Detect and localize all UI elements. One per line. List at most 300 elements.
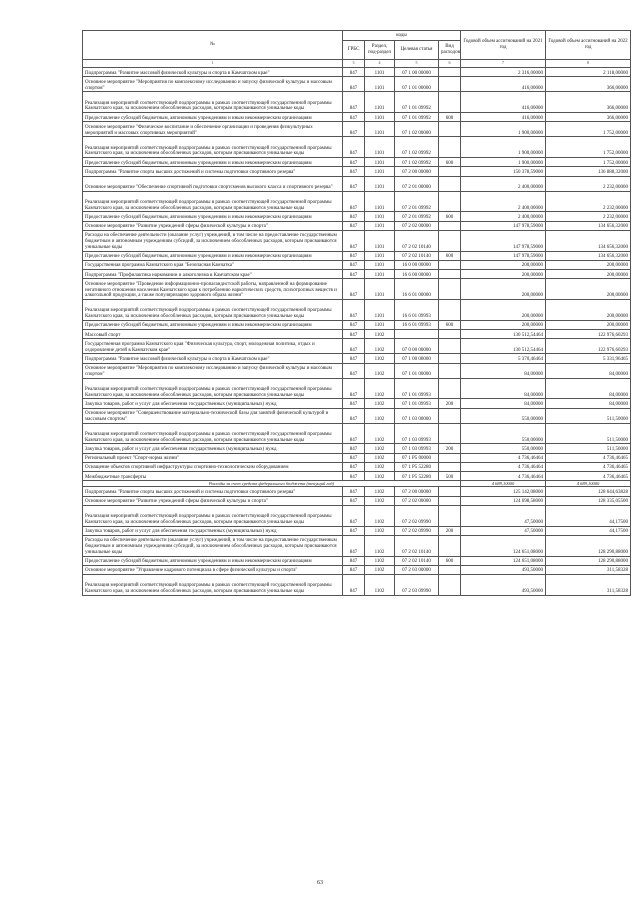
section-code: 1101 (365, 221, 395, 230)
amount-2021: 147 978,59000 (461, 221, 546, 230)
section-code: 1102 (365, 472, 395, 481)
amount-2022: 200,00000 (546, 320, 631, 329)
target-article-code: 07 2 00 00000 (395, 167, 439, 176)
grbs-code: 847 (343, 92, 365, 113)
amount-2022: 84,00000 (546, 363, 631, 378)
grbs-code: 847 (343, 137, 365, 158)
section-code: 1102 (365, 339, 395, 354)
table-row (83, 113, 631, 122)
grbs-code: 847 (343, 260, 365, 269)
amount-2022: 84,00000 (546, 378, 631, 399)
section-code: 1101 (365, 68, 395, 77)
table-row (83, 556, 631, 565)
page-number: 63 (317, 880, 323, 886)
table-row (83, 92, 631, 113)
expense-type-code (439, 408, 461, 423)
table-row (83, 330, 631, 339)
grbs-code: 847 (343, 408, 365, 423)
target-article-code: 07 1 02 00000 (395, 122, 439, 137)
target-article-code: 16 0 00 00000 (395, 260, 439, 269)
table-row (83, 462, 631, 471)
target-article-code: 07 2 00 00000 (395, 487, 439, 496)
table-row (83, 487, 631, 496)
amount-2022: 122 976,60293 (546, 339, 631, 354)
section-code: 1101 (365, 77, 395, 92)
row-name: Расходы на обеспечение деятельности (оказание услуг) учреждений, в том числе на предоставление государственным бюджетным и автономным учреждениям субсидий, за исключением обособленных расходов, которым присваиваются уникальные коды (83, 535, 343, 556)
grbs-code: 847 (343, 472, 365, 481)
row-name: Подпрограмма "Развитие массовой физической культуры и спорта в Камчатском крае" (83, 68, 343, 77)
table-body (83, 68, 631, 596)
target-article-code: 07 1 01 00000 (395, 363, 439, 378)
grbs-code: 847 (343, 496, 365, 505)
target-article-code: 07 2 01 09992 (395, 191, 439, 212)
section-code: 1102 (365, 535, 395, 556)
table-header (83, 31, 631, 68)
column-index: 7 (461, 60, 546, 68)
amount-2021: 4 736,46464 (461, 462, 546, 471)
row-name: Реализация мероприятий соответствующей подпрограммы в рамках соответствующей государственной программы Камчатского края, за исключением обособленных расходов, которым присваиваются уникальные коды (83, 378, 343, 399)
table-row (83, 408, 631, 423)
amount-2021: 47,50000 (461, 505, 546, 526)
amount-2022: 311,58328 (546, 565, 631, 574)
amount-2022: 311,58328 (546, 575, 631, 596)
header-grbs: ГРБС (343, 41, 365, 60)
amount-2021: 550,00000 (461, 423, 546, 444)
table-row (83, 270, 631, 279)
expense-type-code (439, 423, 461, 444)
amount-2021: 200,00000 (461, 320, 546, 329)
amount-2021: 2 316,00000 (461, 68, 546, 77)
row-name: Основное мероприятие "Обеспечение спортивной подготовки спортсменов высокого класса и спортивного резерва" (83, 176, 343, 191)
amount-2021: 130 512,54464 (461, 330, 546, 339)
amount-2021: 125 142,08000 (461, 487, 546, 496)
expense-type-code: 600 (439, 113, 461, 122)
section-code: 1101 (365, 300, 395, 321)
expense-type-code (439, 496, 461, 505)
amount-2021: 2 400,00000 (461, 176, 546, 191)
grbs-code: 847 (343, 251, 365, 260)
header-expense-type: Вид расходов (439, 41, 461, 60)
grbs-code: 847 (343, 575, 365, 596)
amount-2021: 124 651,08000 (461, 556, 546, 565)
expense-type-code (439, 354, 461, 363)
amount-2022: 5 331,96465 (546, 354, 631, 363)
section-code: 1102 (365, 556, 395, 565)
target-article-code: 07 1 01 09992 (395, 113, 439, 122)
row-name: Расходы на обеспечение деятельности (оказание услуг) учреждений, в том числе на предоставление государственным бюджетным и автономным учреждениям субсидий, за исключением обособленных расходов, которым присваиваются уникальные коды (83, 230, 343, 251)
table-row (83, 260, 631, 269)
table-row (83, 444, 631, 453)
amount-2022: 44,17500 (546, 526, 631, 535)
amount-2021: 4 736,46464 (461, 453, 546, 462)
amount-2022: 84,00000 (546, 399, 631, 408)
target-article-code: 07 2 02 10140 (395, 556, 439, 565)
table-row (83, 230, 631, 251)
target-article-code: 07 2 01 00000 (395, 176, 439, 191)
table-row (83, 221, 631, 230)
section-code: 1101 (365, 230, 395, 251)
section-code: 1102 (365, 526, 395, 535)
amount-2022: 122 976,60293 (546, 330, 631, 339)
expense-type-code (439, 279, 461, 300)
row-name: Региональный проект "Спорт-норма жизни" (83, 453, 343, 462)
row-name: Предоставление субсидий бюджетным, автономным учреждениям и иным некоммерческим организациям (83, 251, 343, 260)
amount-2021: 124 651,08000 (461, 535, 546, 556)
amount-2022: 511,50000 (546, 408, 631, 423)
grbs-code: 847 (343, 270, 365, 279)
target-article-code: 07 1 02 09992 (395, 137, 439, 158)
amount-2021: 4 736,46464 (461, 472, 546, 481)
row-name: Подпрограмма "Развитие спорта высших достижений и системы подготовки спортивного резерва" (83, 167, 343, 176)
row-name: Закупка товаров, работ и услуг для обеспечения государственных (муниципальных) нужд (83, 399, 343, 408)
row-name: Реализация мероприятий соответствующей подпрограммы в рамках соответствующей государственной программы Камчатского края, за исключением обособленных расходов, которым присваиваются уникальные коды (83, 191, 343, 212)
section-code: 1101 (365, 92, 395, 113)
target-article-code: 07 1 00 00000 (395, 68, 439, 77)
table-row (83, 378, 631, 399)
grbs-code: 847 (343, 122, 365, 137)
amount-2021: 200,00000 (461, 300, 546, 321)
column-index: 5 (395, 60, 439, 68)
row-name: Реализация мероприятий соответствующей подпрограммы в рамках соответствующей государственной программы Камчатского края, за исключением обособленных расходов, которым присваиваются уникальные коды (83, 137, 343, 158)
header-sum-2022: Годовой объем ассигнований на 2022 год (546, 31, 631, 60)
target-article-code: 07 1 03 00000 (395, 408, 439, 423)
expense-type-code (439, 462, 461, 471)
amount-2021: 2 400,00000 (461, 212, 546, 221)
amount-2021: 1 900,00000 (461, 158, 546, 167)
budget-table (82, 30, 631, 596)
expense-type-code (439, 122, 461, 137)
target-article-code: 07 1 01 09993 (395, 378, 439, 399)
row-name: Оснащение объектов спортивной инфраструктуры спортивно-технологическим оборудованием (83, 462, 343, 471)
table-row (83, 339, 631, 354)
grbs-code: 847 (343, 279, 365, 300)
amount-2021: 47,50000 (461, 526, 546, 535)
grbs-code: 847 (343, 191, 365, 212)
table-row (83, 158, 631, 167)
amount-2022: 2 232,00000 (546, 212, 631, 221)
column-index: 4 (365, 60, 395, 68)
row-name: Государственная программа Камчатского края "Безопасная Камчатка" (83, 260, 343, 269)
section-code: 1102 (365, 330, 395, 339)
section-code: 1102 (365, 354, 395, 363)
amount-2021: 200,00000 (461, 270, 546, 279)
amount-2022: 134 656,32000 (546, 221, 631, 230)
amount-2021: 416,00000 (461, 113, 546, 122)
row-name: Основное мероприятие "Совершенствование материально-технической базы для занятий физической культурой и массовым спортом" (83, 408, 343, 423)
table-row (83, 77, 631, 92)
amount-2022: 2 232,00000 (546, 176, 631, 191)
expense-type-code (439, 191, 461, 212)
amount-2021: 150 378,59000 (461, 167, 546, 176)
amount-2021: 130 512,54464 (461, 339, 546, 354)
target-article-code: 07 1 00 00000 (395, 354, 439, 363)
amount-2022: 200,00000 (546, 300, 631, 321)
amount-2022: 134 656,32000 (546, 251, 631, 260)
target-article-code: 07 1 P5 52280 (395, 462, 439, 471)
amount-2022: 1 752,00000 (546, 137, 631, 158)
row-name: Предоставление субсидий бюджетным, автономным учреждениям и иным некоммерческим организациям (83, 158, 343, 167)
amount-2022: 128 290,88000 (546, 535, 631, 556)
grbs-code: 847 (343, 535, 365, 556)
amount-2022: 200,00000 (546, 279, 631, 300)
section-code: 1102 (365, 363, 395, 378)
expense-type-code (439, 505, 461, 526)
amount-2021: 147 978,59000 (461, 230, 546, 251)
row-name: Основное мероприятие "Проведение информационно-пропагандистской работы, направленной на формирование негативного отношения населения Камчатского края к потреблению наркотических средств, психотропных веществ и алкогольной продукции, а также популяризацию здорового образа жизни" (83, 279, 343, 300)
expense-type-code (439, 167, 461, 176)
amount-2022: 128 644,63828 (546, 487, 631, 496)
grbs-code: 847 (343, 113, 365, 122)
table-row (83, 167, 631, 176)
target-article-code: 07 2 03 09990 (395, 575, 439, 596)
section-code: 1102 (365, 444, 395, 453)
header-section: Раздел, под-раздел (365, 41, 395, 60)
amount-2021: 124 698,58000 (461, 496, 546, 505)
expense-type-code (439, 300, 461, 321)
row-name: Подпрограмма "Развитие спорта высших достижений и системы подготовки спортивного резерва" (83, 487, 343, 496)
section-code: 1102 (365, 575, 395, 596)
amount-2022: 44,17500 (546, 505, 631, 526)
target-article-code: 07 2 02 10140 (395, 535, 439, 556)
target-article-code: 07 1 01 09993 (395, 399, 439, 408)
header-sum-2021: Годовой объем ассигнований на 2021 год (461, 31, 546, 60)
table-row (83, 423, 631, 444)
amount-2021: 493,50000 (461, 575, 546, 596)
table-row (83, 68, 631, 77)
target-article-code: 07 2 02 00000 (395, 221, 439, 230)
expense-type-code (439, 270, 461, 279)
row-name: Основное мероприятие "Развитие учреждений сферы физической культуры и спорта" (83, 221, 343, 230)
amount-2022: 4 736,46465 (546, 462, 631, 471)
table-row (83, 137, 631, 158)
expense-type-code (439, 363, 461, 378)
row-name: Подпрограмма "Профилактика наркомании и алкоголизма в Камчатском крае" (83, 270, 343, 279)
target-article-code: 07 1 01 09992 (395, 92, 439, 113)
grbs-code: 847 (343, 363, 365, 378)
row-name: Подпрограмма "Развитие массовой физической культуры и спорта в Камчатском крае" (83, 354, 343, 363)
section-code: 1101 (365, 212, 395, 221)
amount-2021: 493,50000 (461, 565, 546, 574)
target-article-code: 07 2 02 00000 (395, 496, 439, 505)
amount-2022: 1 752,00000 (546, 122, 631, 137)
amount-2022: 366,00000 (546, 113, 631, 122)
table-row (83, 176, 631, 191)
expense-type-code (439, 330, 461, 339)
row-name: Закупка товаров, работ и услуг для обеспечения государственных (муниципальных) нужд (83, 444, 343, 453)
amount-2022: 4 689,10000 (546, 481, 631, 487)
target-article-code: 07 2 01 09992 (395, 212, 439, 221)
expense-type-code: 600 (439, 320, 461, 329)
grbs-code: 847 (343, 320, 365, 329)
expense-type-code (439, 260, 461, 269)
section-code: 1102 (365, 505, 395, 526)
grbs-code: 847 (343, 556, 365, 565)
amount-2022: 366,00000 (546, 77, 631, 92)
expense-type-code (439, 378, 461, 399)
expense-type-code: 200 (439, 444, 461, 453)
target-article-code: 07 0 00 00000 (395, 339, 439, 354)
grbs-code: 847 (343, 378, 365, 399)
section-code: 1102 (365, 453, 395, 462)
header-target-article: Целевая статья (395, 41, 439, 60)
target-article-code: 07 2 02 09990 (395, 505, 439, 526)
table-row (83, 279, 631, 300)
row-name: Предоставление субсидий бюджетным, автономным учреждениям и иным некоммерческим организациям (83, 556, 343, 565)
table-row (83, 505, 631, 526)
expense-type-code (439, 68, 461, 77)
target-article-code: 07 1 02 09992 (395, 158, 439, 167)
header-number: № (83, 31, 343, 60)
amount-2022: 200,00000 (546, 270, 631, 279)
expense-type-code (439, 453, 461, 462)
row-name: Основное мероприятие "Развитие учреждений сферы физической культуры и спорта" (83, 496, 343, 505)
section-code: 1102 (365, 462, 395, 471)
target-article-code: 07 1 P5 52280 (395, 472, 439, 481)
target-article-code: 16 6 01 09993 (395, 300, 439, 321)
target-article-code: 07 2 02 10140 (395, 251, 439, 260)
section-code: 1101 (365, 191, 395, 212)
target-article-code: 07 2 03 00000 (395, 565, 439, 574)
expense-type-code (439, 487, 461, 496)
grbs-code: 847 (343, 423, 365, 444)
row-name: Основное мероприятие "Управление кадрового потенциала в сфере физической культуры и спорта" (83, 565, 343, 574)
target-article-code: 16 6 01 00000 (395, 279, 439, 300)
row-name: Основное мероприятие "Мероприятия по комплексному исследованию и запуску физической культуры и массовым спортом" (83, 363, 343, 378)
section-code: 1102 (365, 423, 395, 444)
row-name: Реализация мероприятий соответствующей подпрограммы в рамках соответствующей государственной программы Камчатского края, за исключением обособленных расходов, которым присваиваются уникальные коды (83, 300, 343, 321)
expense-type-code: 600 (439, 212, 461, 221)
expense-type-code (439, 339, 461, 354)
row-name: Реализация мероприятий соответствующей подпрограммы в рамках соответствующей государственной программы Камчатского края, за исключением обособленных расходов, которым присваиваются уникальные коды (83, 505, 343, 526)
grbs-code: 847 (343, 399, 365, 408)
grbs-code: 847 (343, 212, 365, 221)
amount-2022: 4 736,46465 (546, 453, 631, 462)
row-name: Межбюджетные трансферты (83, 472, 343, 481)
grbs-code: 847 (343, 565, 365, 574)
grbs-code: 847 (343, 68, 365, 77)
expense-type-code: 200 (439, 399, 461, 408)
section-code: 1101 (365, 158, 395, 167)
table-row (83, 472, 631, 481)
grbs-code: 847 (343, 453, 365, 462)
row-name: Реализация мероприятий соответствующей подпрограммы в рамках соответствующей государственной программы Камчатского края, за исключением обособленных расходов, которым присваиваются уникальные коды (83, 575, 343, 596)
grbs-code: 847 (343, 176, 365, 191)
section-code: 1102 (365, 487, 395, 496)
expense-type-code (439, 221, 461, 230)
amount-2021: 416,00000 (461, 92, 546, 113)
target-article-code: 07 1 01 00000 (395, 77, 439, 92)
section-code: 1101 (365, 113, 395, 122)
amount-2022: 2 232,00000 (546, 191, 631, 212)
table-row (83, 320, 631, 329)
expense-type-code (439, 535, 461, 556)
column-index: 1 (83, 60, 343, 68)
header-codes: коды (343, 31, 461, 41)
amount-2022: 1 752,00000 (546, 158, 631, 167)
section-code: 1102 (365, 378, 395, 399)
row-name: Основное мероприятие "Мероприятия по комплексному исследованию и запуску физической культуры и массовым спортом" (83, 77, 343, 92)
row-name: Закупка товаров, работ и услуг для обеспечения государственных (муниципальных) нужд (83, 526, 343, 535)
amount-2021: 200,00000 (461, 260, 546, 269)
section-code: 1101 (365, 122, 395, 137)
amount-2021: 1 900,00000 (461, 137, 546, 158)
grbs-code: 847 (343, 526, 365, 535)
table-row (83, 575, 631, 596)
table-row (83, 453, 631, 462)
expense-type-code (439, 575, 461, 596)
amount-2022: 200,00000 (546, 260, 631, 269)
target-article-code: 07 1 03 09993 (395, 423, 439, 444)
section-code: 1101 (365, 260, 395, 269)
table-row (83, 535, 631, 556)
section-code: 1101 (365, 176, 395, 191)
table-row (83, 191, 631, 212)
table-row (83, 526, 631, 535)
amount-2021: 550,00000 (461, 408, 546, 423)
amount-2022: 366,00000 (546, 92, 631, 113)
table-row (83, 251, 631, 260)
row-name: Массовый спорт (83, 330, 343, 339)
section-code: 1101 (365, 167, 395, 176)
section-code: 1101 (365, 279, 395, 300)
amount-2022: 511,50000 (546, 423, 631, 444)
table-row (83, 354, 631, 363)
column-index: 8 (546, 60, 631, 68)
amount-2021: 147 978,59000 (461, 251, 546, 260)
grbs-code: 847 (343, 354, 365, 363)
amount-2021: 84,00000 (461, 378, 546, 399)
amount-2021: 4 689,10000 (461, 481, 546, 487)
grbs-code: 847 (343, 167, 365, 176)
row-name: Реализация мероприятий соответствующей подпрограммы в рамках соответствующей государственной программы Камчатского края, за исключением обособленных расходов, которым присваиваются уникальные коды (83, 423, 343, 444)
grbs-code: 847 (343, 158, 365, 167)
amount-2022: 134 656,32000 (546, 230, 631, 251)
expense-type-code (439, 77, 461, 92)
section-code: 1102 (365, 565, 395, 574)
target-article-code: 07 1 P5 00000 (395, 453, 439, 462)
expense-type-code: 600 (439, 158, 461, 167)
grbs-code: 847 (343, 77, 365, 92)
row-name: Основное мероприятие "Физическое воспитание и обеспечение организации и проведения физкультурных мероприятий и массовых спортивных мероприятий" (83, 122, 343, 137)
amount-2022: 2 118,00000 (546, 68, 631, 77)
grbs-code: 847 (343, 330, 365, 339)
section-code: 1101 (365, 270, 395, 279)
table-row (83, 363, 631, 378)
table-row (83, 122, 631, 137)
target-article-code: 16 6 01 09993 (395, 320, 439, 329)
expense-type-code (439, 92, 461, 113)
section-code: 1101 (365, 137, 395, 158)
expense-type-code (439, 230, 461, 251)
amount-2021: 84,00000 (461, 399, 546, 408)
amount-2022: 128 335,05500 (546, 496, 631, 505)
expense-type-code: 600 (439, 556, 461, 565)
grbs-code: 847 (343, 462, 365, 471)
target-article-code: 16 6 00 00000 (395, 270, 439, 279)
table-row (83, 212, 631, 221)
row-name: Предоставление субсидий бюджетным, автономным учреждениям и иным некоммерческим организациям (83, 320, 343, 329)
note-text: Расходы за счет средств федерального бюджета (текущий год) (83, 481, 461, 487)
amount-2022: 136 888,32000 (546, 167, 631, 176)
column-index: 6 (439, 60, 461, 68)
target-article-code: 07 2 02 10140 (395, 230, 439, 251)
grbs-code: 847 (343, 444, 365, 453)
grbs-code: 847 (343, 221, 365, 230)
amount-2022: 128 290,88000 (546, 556, 631, 565)
table-row (83, 300, 631, 321)
amount-2021: 416,00000 (461, 77, 546, 92)
row-name: Предоставление субсидий бюджетным, автономным учреждениям и иным некоммерческим организациям (83, 212, 343, 221)
